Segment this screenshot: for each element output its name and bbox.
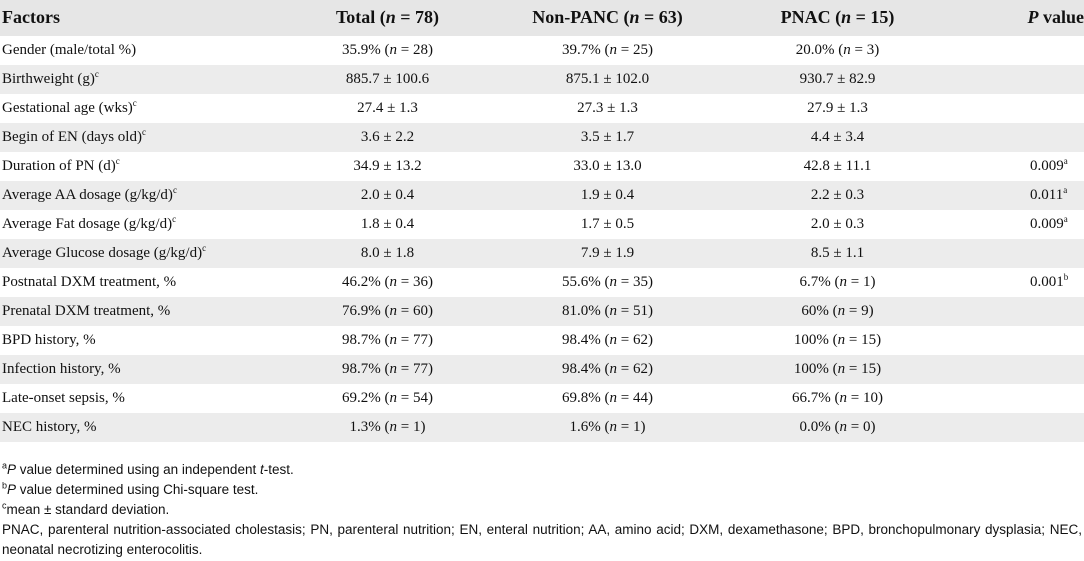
factor-cell	[0, 355, 280, 384]
nonpanc-cell	[495, 152, 720, 181]
total-cell	[280, 152, 495, 181]
pvalue-cell	[955, 181, 1084, 210]
nonpanc-cell	[495, 268, 720, 297]
total-cell-text: 885.7 ± 100.6	[345, 71, 430, 87]
header-pnac-n: n	[841, 6, 852, 27]
pnac-cell-text: 42.8 ± 11.1	[803, 158, 872, 174]
footnote-b-p: P	[7, 482, 17, 497]
factor-cell-text: Gestational age (wks)	[2, 100, 133, 116]
header-pnac	[720, 0, 955, 36]
pnac-cell-text: 930.7 ± 82.9	[799, 71, 876, 87]
factor-cell-footnote-mark: c	[202, 243, 207, 253]
pnac-cell-text: 66.7% (n = 10)	[792, 390, 883, 406]
header-row	[0, 0, 1084, 36]
total-cell-text: 2.0 ± 0.4	[360, 187, 415, 203]
nonpanc-cell-text: 81.0% (n = 51)	[562, 303, 653, 319]
nonpanc-cell-text: 98.4% (n = 62)	[562, 332, 653, 348]
nonpanc-cell	[495, 326, 720, 355]
pvalue-cell-text: 0.009	[1030, 216, 1064, 232]
total-cell-text: 35.9% (n = 28)	[342, 42, 433, 58]
table-row	[0, 297, 1084, 326]
factor-cell-text: Duration of PN (d)	[2, 158, 116, 174]
table-row	[0, 326, 1084, 355]
total-cell	[280, 413, 495, 442]
nonpanc-cell-text: 1.6% (n = 1)	[569, 419, 646, 435]
footnote-c-mark: c	[2, 500, 7, 511]
total-cell	[280, 123, 495, 152]
pnac-cell	[720, 210, 955, 239]
total-cell	[280, 355, 495, 384]
factor-cell-text: Begin of EN (days old)	[2, 129, 142, 145]
table-footnotes	[2, 460, 1082, 560]
nonpanc-cell	[495, 413, 720, 442]
total-cell-text: 69.2% (n = 54)	[342, 390, 433, 406]
pnac-cell-text: 60% (n = 9)	[801, 303, 874, 319]
pvalue-cell-text: 0.011	[1030, 187, 1064, 203]
pvalue-cell-text: 0.001	[1030, 274, 1064, 290]
total-cell	[280, 210, 495, 239]
header-total-prefix: Total (	[335, 6, 386, 27]
pnac-cell-text: 27.9 ± 1.3	[807, 100, 868, 116]
factor-cell	[0, 123, 280, 152]
footnote-a-text: value determined using an independent	[16, 462, 260, 477]
total-cell	[280, 326, 495, 355]
pvalue-cell	[955, 239, 1084, 268]
factor-cell	[0, 297, 280, 326]
factor-cell-text: Postnatal DXM treatment, %	[2, 274, 177, 290]
pvalue-cell	[955, 152, 1084, 181]
total-cell-text: 27.4 ± 1.3	[357, 100, 418, 116]
factor-cell	[0, 181, 280, 210]
total-cell-text: 76.9% (n = 60)	[342, 303, 433, 319]
total-cell	[280, 268, 495, 297]
pnac-cell-text: 2.0 ± 0.3	[810, 216, 865, 232]
nonpanc-cell	[495, 181, 720, 210]
nonpanc-cell	[495, 297, 720, 326]
factor-cell-footnote-mark: c	[172, 185, 177, 195]
header-pvalue	[955, 0, 1084, 36]
pvalue-cell-footnote-mark: b	[1063, 272, 1069, 282]
factor-cell-text: Average Fat dosage (g/kg/d)	[2, 216, 173, 232]
pnac-cell-text: 4.4 ± 3.4	[810, 129, 865, 145]
factor-cell-text: NEC history, %	[2, 419, 97, 435]
pnac-cell	[720, 239, 955, 268]
pvalue-cell	[955, 94, 1084, 123]
total-cell-text: 1.3% (n = 1)	[349, 419, 426, 435]
factor-cell-footnote-mark: c	[141, 127, 146, 137]
factor-cell	[0, 152, 280, 181]
factor-cell-footnote-mark: c	[115, 156, 120, 166]
pnac-cell	[720, 326, 955, 355]
header-total	[280, 0, 495, 36]
pvalue-cell	[955, 210, 1084, 239]
pnac-cell	[720, 36, 955, 65]
pnac-cell-text: 8.5 ± 1.1	[810, 245, 865, 261]
nonpanc-cell	[495, 36, 720, 65]
factor-cell-text: BPD history, %	[2, 332, 96, 348]
header-p: P	[1027, 6, 1039, 27]
header-total-n: n	[385, 6, 396, 27]
table-row	[0, 181, 1084, 210]
pvalue-cell	[955, 413, 1084, 442]
nonpanc-cell	[495, 239, 720, 268]
factor-cell-text: Late-onset sepsis, %	[2, 390, 125, 406]
table-row	[0, 94, 1084, 123]
factor-cell	[0, 326, 280, 355]
table-row	[0, 210, 1084, 239]
factor-cell-footnote-mark: c	[132, 98, 137, 108]
footnote-a-mark: a	[2, 460, 8, 471]
nonpanc-cell-text: 33.0 ± 13.0	[573, 158, 642, 174]
nonpanc-cell-text: 39.7% (n = 25)	[562, 42, 653, 58]
header-nonpanc	[495, 0, 720, 36]
pvalue-cell-footnote-mark: a	[1063, 185, 1068, 195]
header-pnac-suffix: = 15)	[851, 6, 895, 27]
footnote-c	[2, 500, 1082, 520]
pnac-cell	[720, 297, 955, 326]
pnac-cell-text: 100% (n = 15)	[793, 332, 882, 348]
pvalue-cell	[955, 65, 1084, 94]
pvalue-cell	[955, 384, 1084, 413]
pnac-cell	[720, 94, 955, 123]
total-cell-text: 98.7% (n = 77)	[342, 332, 433, 348]
pnac-cell	[720, 152, 955, 181]
total-cell-text: 1.8 ± 0.4	[360, 216, 415, 232]
pnac-cell	[720, 355, 955, 384]
nonpanc-cell	[495, 384, 720, 413]
nonpanc-cell	[495, 355, 720, 384]
pvalue-cell	[955, 268, 1084, 297]
header-nonpanc-suffix: = 63)	[639, 6, 683, 27]
nonpanc-cell	[495, 65, 720, 94]
pvalue-cell	[955, 123, 1084, 152]
factor-cell-text: Infection history, %	[2, 361, 121, 377]
total-cell	[280, 297, 495, 326]
pnac-cell-text: 0.0% (n = 0)	[799, 419, 876, 435]
table-body	[0, 36, 1084, 442]
factor-cell	[0, 268, 280, 297]
total-cell-text: 98.7% (n = 77)	[342, 361, 433, 377]
table-row	[0, 152, 1084, 181]
header-nonpanc-prefix: Non-PANC (	[532, 6, 630, 27]
table-row	[0, 384, 1084, 413]
footnote-b-text: value determined using Chi-square test.	[16, 482, 259, 497]
pvalue-cell	[955, 297, 1084, 326]
pvalue-cell	[955, 355, 1084, 384]
total-cell-text: 34.9 ± 13.2	[353, 158, 422, 174]
factor-cell-text: Average AA dosage (g/kg/d)	[2, 187, 173, 203]
pnac-cell-text: 20.0% (n = 3)	[795, 42, 880, 58]
total-cell	[280, 94, 495, 123]
pvalue-cell-footnote-mark: a	[1063, 214, 1068, 224]
table-row	[0, 268, 1084, 297]
nonpanc-cell-text: 1.9 ± 0.4	[580, 187, 635, 203]
header-p-suffix: value	[1038, 6, 1084, 27]
total-cell	[280, 239, 495, 268]
factor-cell-text: Prenatal DXM treatment, %	[2, 303, 171, 319]
factor-cell-text: Average Glucose dosage (g/kg/d)	[2, 245, 203, 261]
nonpanc-cell-text: 3.5 ± 1.7	[580, 129, 635, 145]
nonpanc-cell-text: 98.4% (n = 62)	[562, 361, 653, 377]
factor-cell-text: Birthweight (g)	[2, 71, 95, 87]
total-cell	[280, 384, 495, 413]
table-row	[0, 239, 1084, 268]
pnac-cell	[720, 123, 955, 152]
total-cell	[280, 65, 495, 94]
factor-cell	[0, 413, 280, 442]
pnac-cell	[720, 65, 955, 94]
table-row	[0, 36, 1084, 65]
nonpanc-cell-text: 55.6% (n = 35)	[562, 274, 653, 290]
header-nonpanc-n: n	[629, 6, 640, 27]
footnote-a	[2, 460, 1082, 480]
footnote-a-end: -test.	[263, 462, 294, 477]
factor-cell	[0, 210, 280, 239]
pnac-cell-text: 2.2 ± 0.3	[810, 187, 865, 203]
total-cell	[280, 36, 495, 65]
nonpanc-cell-text: 69.8% (n = 44)	[562, 390, 653, 406]
total-cell-text: 46.2% (n = 36)	[342, 274, 433, 290]
factor-cell-footnote-mark: c	[172, 214, 177, 224]
nonpanc-cell-text: 27.3 ± 1.3	[577, 100, 638, 116]
nonpanc-cell-text: 1.7 ± 0.5	[580, 216, 635, 232]
header-pnac-prefix: PNAC (	[780, 6, 842, 27]
footnote-abbreviations: PNAC, parenteral nutrition-associated cholestasis; PN, parenteral nutrition; EN, enteral nutrition; AA, amino acid; DXM, dexamethasone; BPD, bronchopulmonary dysplasia; NEC, neonatal necrotizing enterocolitis.	[2, 522, 1082, 557]
header-factors	[0, 0, 280, 36]
pnac-cell-text: 100% (n = 15)	[793, 361, 882, 377]
factor-cell	[0, 384, 280, 413]
factor-cell	[0, 94, 280, 123]
nonpanc-cell-text: 7.9 ± 1.9	[580, 245, 635, 261]
footnote-b	[2, 480, 1082, 500]
total-cell-text: 8.0 ± 1.8	[360, 245, 415, 261]
factor-cell	[0, 36, 280, 65]
pnac-cell-text: 6.7% (n = 1)	[799, 274, 876, 290]
footnote-a-p: P	[7, 462, 17, 477]
factor-cell	[0, 239, 280, 268]
table-row	[0, 123, 1084, 152]
factor-cell-text: Gender (male/total %)	[2, 42, 137, 58]
footnote-c-text: mean ± standard deviation.	[6, 502, 170, 517]
factor-cell	[0, 65, 280, 94]
nonpanc-cell	[495, 94, 720, 123]
nonpanc-cell	[495, 210, 720, 239]
header-total-suffix: = 78)	[395, 6, 440, 27]
header-factors-label: Factors	[2, 6, 60, 27]
pnac-cell	[720, 181, 955, 210]
nonpanc-cell	[495, 123, 720, 152]
factor-cell-footnote-mark: c	[94, 69, 99, 79]
table-row	[0, 413, 1084, 442]
pnac-cell	[720, 268, 955, 297]
table-row	[0, 355, 1084, 384]
total-cell-text: 3.6 ± 2.2	[360, 129, 415, 145]
pnac-cell	[720, 413, 955, 442]
pnac-cell	[720, 384, 955, 413]
nonpanc-cell-text: 875.1 ± 102.0	[565, 71, 650, 87]
total-cell	[280, 181, 495, 210]
footnote-b-mark: b	[2, 480, 8, 491]
table-row	[0, 65, 1084, 94]
pvalue-cell	[955, 36, 1084, 65]
footnote-a-t: t	[259, 462, 264, 477]
pvalue-cell-footnote-mark: a	[1063, 156, 1068, 166]
pvalue-cell	[955, 326, 1084, 355]
pvalue-cell-text: 0.009	[1030, 158, 1064, 174]
